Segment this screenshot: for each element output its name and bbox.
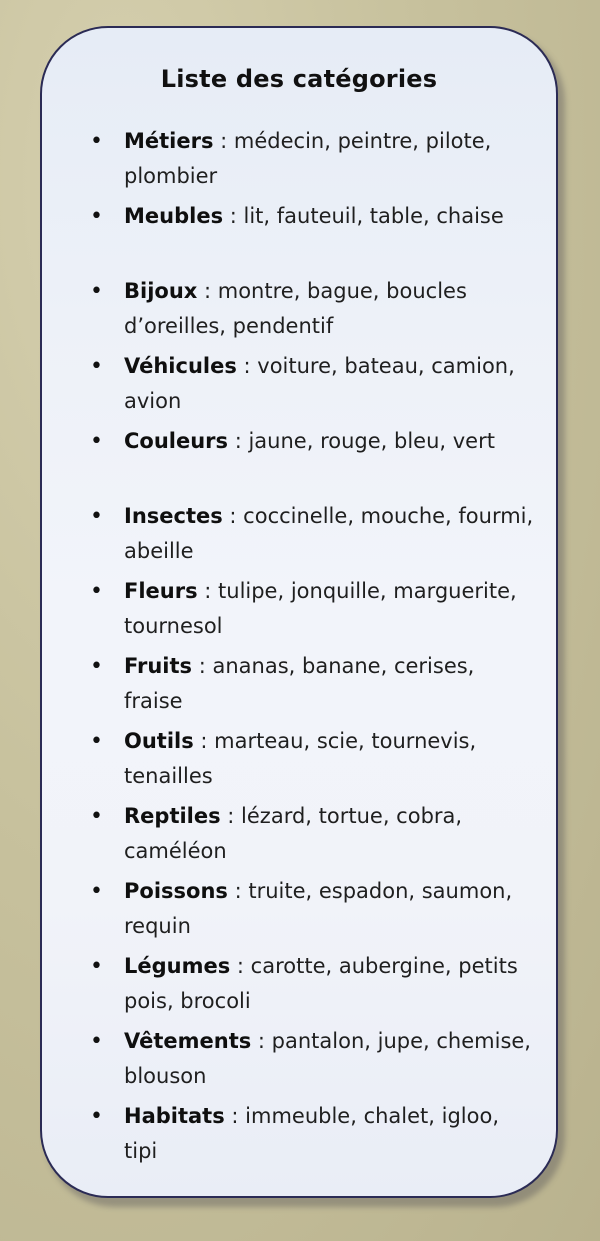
bullet-icon: • — [90, 1029, 103, 1054]
bullet-icon: • — [90, 804, 103, 829]
list-item — [42, 424, 556, 494]
bullet-icon: • — [90, 204, 103, 229]
bullet-icon: • — [90, 579, 103, 604]
category-list — [42, 124, 556, 1174]
list-item — [42, 274, 556, 344]
category-name: Métiers — [124, 129, 214, 153]
category-examples: : lézard, tortue, cobra, caméléon — [124, 804, 463, 863]
bullet-icon: • — [90, 504, 103, 529]
category-examples: : carotte, aubergine, petits pois, brocoli — [124, 954, 518, 1013]
list-item — [42, 1099, 556, 1169]
list-item — [42, 499, 556, 569]
category-examples: : ananas, banane, cerises, fraise — [124, 654, 475, 713]
category-examples: : pantalon, jupe, chemise, blouson — [124, 1029, 531, 1088]
category-examples: : montre, bague, boucles d’oreilles, pendentif — [124, 279, 467, 338]
bullet-icon: • — [90, 654, 103, 679]
bullet-icon: • — [90, 1104, 103, 1129]
list-item — [42, 874, 556, 944]
category-examples: : tulipe, jonquille, marguerite, tournesol — [124, 579, 517, 638]
bullet-icon: • — [90, 879, 103, 904]
bullet-icon: • — [90, 279, 103, 304]
category-name: Véhicules — [124, 354, 237, 378]
list-item — [42, 724, 556, 794]
category-examples: : immeuble, chalet, igloo, tipi — [124, 1104, 500, 1163]
bullet-icon: • — [90, 954, 103, 979]
card-title: Liste des catégories — [160, 65, 438, 93]
category-name: Meubles — [124, 204, 224, 228]
category-examples: : marteau, scie, tournevis, tenailles — [124, 729, 477, 788]
category-name: Reptiles — [124, 804, 221, 828]
category-name: Outils — [124, 729, 194, 753]
category-examples: : médecin, peintre, pilote, plombier — [124, 129, 492, 188]
category-name: Fleurs — [124, 579, 198, 603]
category-examples: : truite, espadon, saumon, requin — [124, 879, 513, 938]
category-name: Poissons — [124, 879, 228, 903]
bullet-icon: • — [90, 354, 103, 379]
category-name: Habitats — [124, 1104, 225, 1128]
category-name: Couleurs — [124, 429, 229, 453]
list-item — [42, 199, 556, 269]
list-item — [42, 1024, 556, 1094]
list-item — [42, 949, 556, 1019]
bookmark-card — [40, 26, 558, 1198]
list-item — [42, 649, 556, 719]
list-item — [42, 799, 556, 869]
category-examples: : jaune, rouge, bleu, vert — [228, 429, 495, 453]
category-examples: : voiture, bateau, camion, avion — [124, 354, 515, 413]
category-name: Légumes — [124, 954, 231, 978]
category-examples: : lit, fauteuil, table, chaise — [223, 204, 504, 228]
bullet-icon: • — [90, 129, 103, 154]
category-name: Bijoux — [124, 279, 198, 303]
list-item — [42, 124, 556, 194]
bullet-icon: • — [90, 729, 103, 754]
category-examples: : coccinelle, mouche, fourmi, abeille — [124, 504, 534, 563]
category-name: Vêtements — [124, 1029, 252, 1053]
list-item — [42, 574, 556, 644]
category-name: Insectes — [124, 504, 223, 528]
bullet-icon: • — [90, 429, 103, 454]
category-name: Fruits — [124, 654, 193, 678]
list-item — [42, 349, 556, 419]
